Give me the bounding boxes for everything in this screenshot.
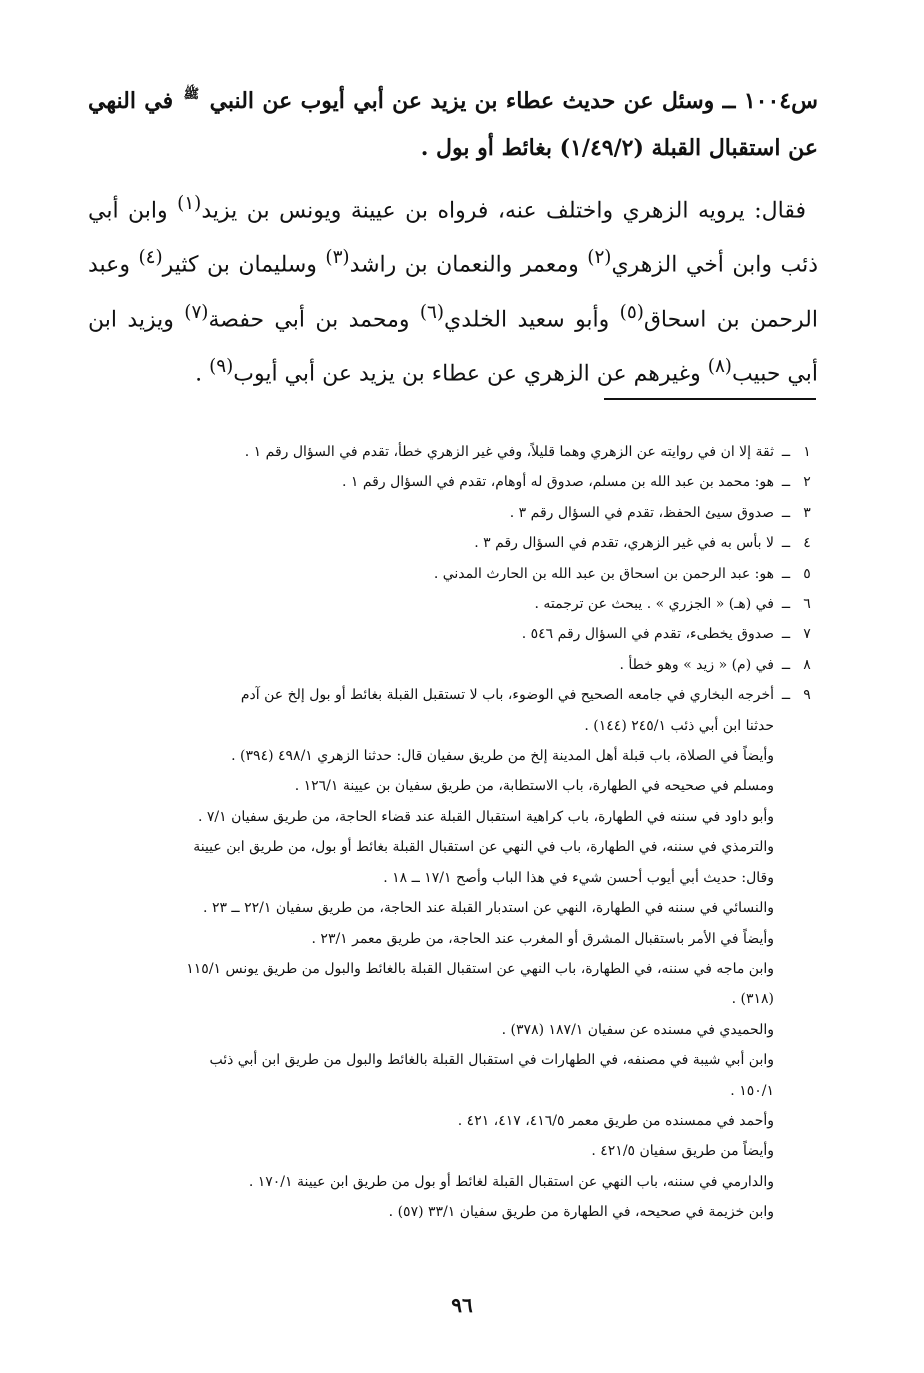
- answer-text-3: ومعمر والنعمان بن راشد: [349, 252, 588, 278]
- footnote-9-line: وابن ماجه في سننه، في الطهارة، باب النهي عن استقبال القبلة بالغائط والبول من طريق يونس ١١٥/١: [186, 960, 774, 977]
- answer-text-2: وابن أبي ذئب وابن أخي الزهري: [88, 198, 819, 278]
- footnote-number: ٦: [803, 596, 811, 613]
- footnote-marker-3: (٣): [325, 247, 350, 269]
- footnote-9-line: حدثنا ابن أبي ذئب ٢٤٥/١ (١٤٤) .: [584, 717, 774, 734]
- footnote-9-line: وابن أبي شيبة في مصنفه، في الطهارات في استقبال القبلة بالغائط والبول من طريق ابن أبي ذئب: [209, 1052, 774, 1069]
- footnote-number: ٤: [803, 535, 811, 552]
- main-text: [88, 78, 818, 397]
- footnotes: [96, 437, 816, 1228]
- question-line-1: وسئل عن حديث عطاء بن يزيد عن أبي أيوب عن النبي: [209, 88, 715, 114]
- footnote-9-line: وابن خزيمة في صحيحه، في الطهارة من طريق سفيان ٣٣/١ (٥٧) .: [388, 1204, 774, 1221]
- footnote-9-line: وأيضاً في الصلاة، باب قبلة أهل المدينة إلخ من طريق سفيان قال: حدثنا الزهري ٤٩٨/١ (٣٩٤) .: [231, 748, 774, 765]
- footnote-9-line: ومسلم في صحيحه في الطهارة، باب الاستطابة، من طريق سفيان بن عيينة ١٢٦/١ .: [294, 778, 774, 795]
- footnote-9: [96, 680, 816, 710]
- footnote-4: [96, 528, 816, 558]
- footnote-1: [96, 437, 816, 467]
- footnote-9-line: ١٥٠/١ .: [730, 1082, 774, 1099]
- footnote-9-line: وأيضاً من طريق سفيان ٤٢١/٥ .: [591, 1143, 774, 1160]
- footnote-marker-7: (٧): [184, 301, 209, 323]
- footnote-dash: ــ: [781, 565, 791, 582]
- footnote-number: ٩: [803, 687, 811, 704]
- answer-text-9: وغيرهم عن الزهري عن عطاء بن يزيد عن أبي أيوب: [233, 361, 708, 387]
- footnote-dash: ــ: [781, 596, 791, 613]
- question-number: س١٠٠٤ ــ: [722, 88, 818, 114]
- question-line-2: في النهي عن استقبال القبلة (١/٤٩/٢) بغائط أو بول .: [88, 88, 818, 161]
- footnote-9-line: وأبو داود في سننه في الطهارة، باب كراهية استقبال القبلة عند قضاء الحاجة، من طريق سفيان ٧/١ .: [197, 808, 774, 825]
- footnote-marker-6: (٦): [419, 301, 445, 323]
- footnote-text: هو: عبد الرحمن بن اسحاق بن عبد الله بن الحارث المدني .: [433, 565, 774, 582]
- footnote-text: في (هـ) « الجزري » . يبحث عن ترجمته .: [534, 596, 774, 613]
- footnote-marker-5: (٥): [619, 301, 644, 323]
- footnote-dash: ــ: [781, 535, 791, 552]
- footnote-divider: [604, 398, 816, 400]
- footnote-9-line: والترمذي في سننه، في الطهارة، باب في النهي عن استقبال القبلة بغائط أو بول، من طريق ابن عيينة: [193, 839, 774, 856]
- footnote-9-line: وأحمد في ممسنده من طريق معمر ٤١٦/٥، ٤١٧، ٤٢١ .: [457, 1112, 774, 1129]
- footnote-number: ٧: [803, 626, 811, 643]
- footnote-marker-2: (٢): [587, 247, 612, 269]
- footnote-marker-4: (٤): [138, 247, 163, 269]
- footnote-6: [96, 589, 816, 619]
- footnote-text: لا بأس به في غير الزهري، تقدم في السؤال رقم ٣ .: [474, 535, 774, 552]
- question-paragraph: [88, 78, 818, 172]
- footnote-marker-9: (٩): [209, 355, 234, 377]
- footnote-marker-1: (١): [177, 193, 202, 214]
- answer-text-1: فقال: يرويه الزهري واختلف عنه، فرواه بن عيينة ويونس بن يزيد: [201, 198, 806, 224]
- footnote-text: ثقة إلا ان في روايته عن الزهري وهما قليلاً، وفي غير الزهري خطأ، تقدم في السؤال رقم ١ .: [244, 444, 774, 460]
- footnote-9-line: والدارمي في سننه، باب النهي عن استقبال القبلة لغائط أو بول من طريق ابن عيينة ١٧٠/١ .: [248, 1173, 774, 1190]
- footnote-text: أخرجه البخاري في جامعه الصحيح في الوضوء، باب لا تستقبل القبلة بغائط أو بول إلخ عن آدم: [240, 687, 774, 704]
- footnote-text: هو: محمد بن عبد الله بن مسلم، صدوق له أوهام، تقدم في السؤال رقم ١ .: [341, 474, 774, 491]
- footnote-dash: ــ: [781, 474, 791, 491]
- footnote-8: [96, 650, 816, 680]
- footnote-dash: ــ: [781, 626, 791, 643]
- answer-text-8: ويزيد ابن أبي حبيب: [88, 306, 818, 387]
- footnote-7: [96, 619, 816, 649]
- honorific-glyph: ﷺ: [183, 87, 200, 102]
- footnote-text: صدوق يخطىء، تقدم في السؤال رقم ٥٤٦ .: [521, 626, 774, 643]
- footnote-number: ٥: [803, 565, 811, 582]
- footnote-2: [96, 467, 816, 497]
- answer-text-7: ومحمد بن أبي حفصة: [208, 306, 420, 332]
- answer-text-4: وسليمان بن كثير: [162, 252, 326, 278]
- page-number: ٩٦: [451, 1293, 473, 1317]
- footnote-3: [96, 498, 816, 528]
- answer-paragraph: [88, 180, 818, 397]
- answer-text-6: وأبو سعيد الخلدي: [444, 306, 620, 332]
- footnote-number: ١: [803, 444, 811, 460]
- footnote-number: ٢: [803, 474, 811, 491]
- footnote-number: ٣: [803, 504, 811, 521]
- footnote-9-line: وقال: حديث أبي أيوب أحسن شيء في هذا الباب وأصح ١٧/١ ــ ١٨ .: [383, 869, 774, 886]
- footnote-9-line: وأيضاً في الأمر باستقبال المشرق أو المغرب عند الحاجة، من طريق معمر ٢٣/١ .: [311, 930, 774, 947]
- footnote-dash: ــ: [781, 504, 791, 521]
- answer-text-10: .: [195, 361, 210, 387]
- footnote-9-continuation: [96, 711, 816, 1228]
- answer-text-5: وعبد الرحمن بن اسحاق: [88, 252, 818, 332]
- footnote-number: ٨: [803, 656, 811, 673]
- footnote-text: في (م) « زيد » وهو خطأ .: [619, 656, 774, 673]
- footnote-dash: ــ: [781, 656, 791, 673]
- footnote-marker-8: (٨): [707, 355, 732, 377]
- footnote-dash: ــ: [781, 687, 791, 704]
- footnote-9-line: والنسائي في سننه في الطهارة، النهي عن استدبار القبلة عند الحاجة، من طريق سفيان ٢٢/١ ــ ٢٣ .: [203, 900, 774, 917]
- footnote-text: صدوق سيئ الحفظ، تقدم في السؤال رقم ٣ .: [509, 504, 774, 521]
- footnote-5: [96, 559, 816, 589]
- footnote-dash: ــ: [781, 444, 791, 460]
- footnote-9-line: (٣١٨) .: [731, 991, 774, 1008]
- footnote-9-line: والحميدي في مسنده عن سفيان ١٨٧/١ (٣٧٨) .: [501, 1021, 774, 1038]
